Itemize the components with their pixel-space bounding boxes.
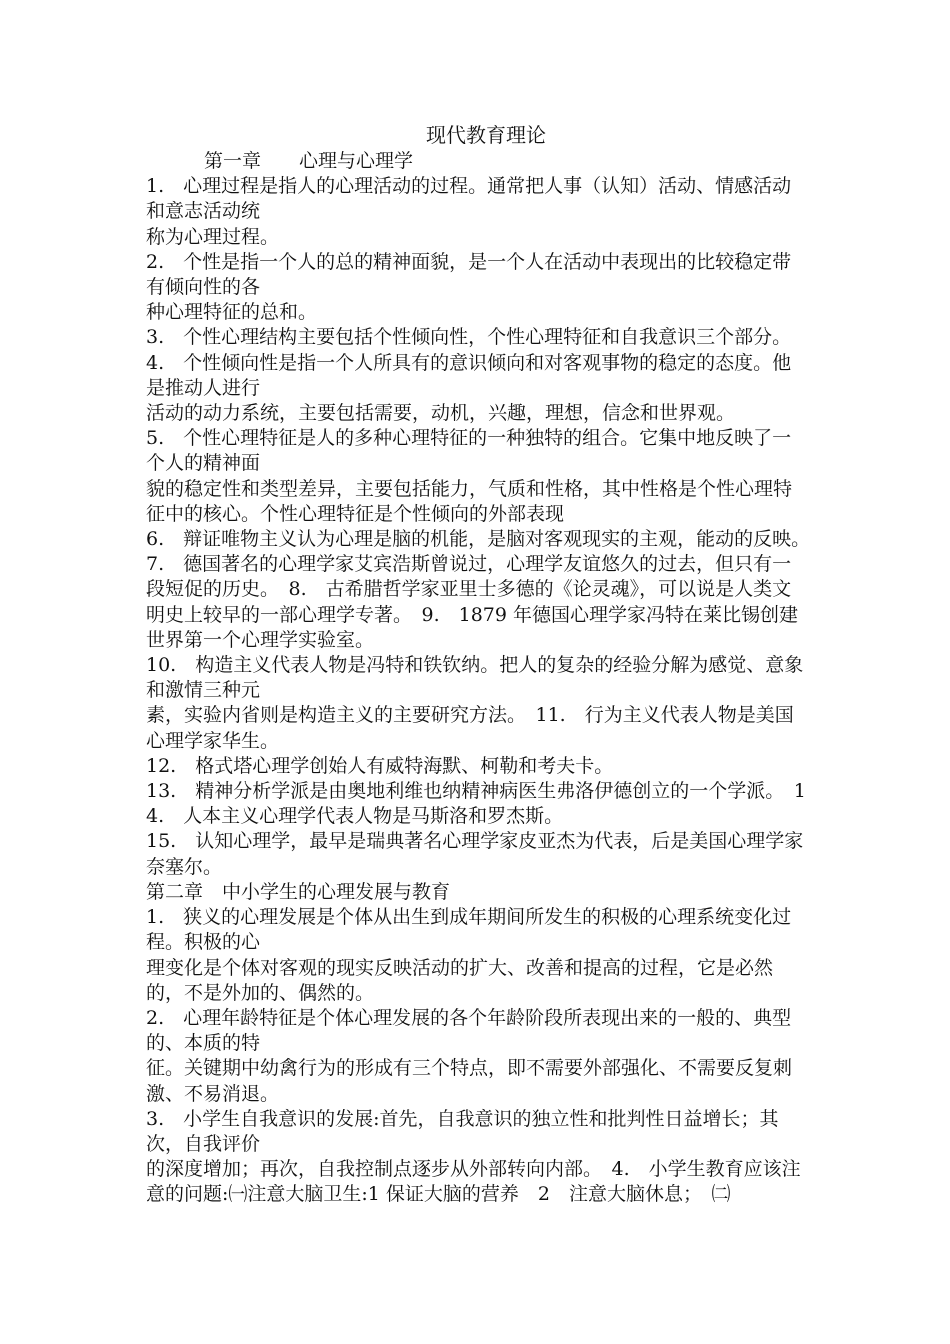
paragraph-1-15: 15. 认知心理学，最早是瑞典著名心理学家皮亚杰为代表，后是美国心理学家奈塞尔。: [146, 830, 804, 878]
paragraph-2-2-cont: 征。关键期中幼禽行为的形成有三个特点，即不需要外部强化、不需要反复刺激、不易消退。: [146, 1057, 793, 1105]
paragraph-1-4-cont: 活动的动力系统，主要包括需要，动机，兴趣，理想，信念和世界观。: [146, 402, 736, 425]
paragraph-1-5-cont: 貌的稳定性和类型差异，主要包括能力，气质和性格，其中性格是个性心理特征中的核心。个性心理特征是个性倾向的外部表现: [146, 477, 793, 525]
paragraph-2-1-cont: 理变化是个体对客观的现实反映活动的扩大、改善和提高的过程，它是必然的，不是外加的、偶然的。: [146, 956, 774, 1004]
paragraph-1-2: 2. 个性是指一个人的总的精神面貌，是一个人在活动中表现出的比较稳定带有倾向性的各: [146, 250, 792, 299]
paragraph-1-1-cont: 称为心理过程。: [146, 225, 280, 248]
chapter-2-heading: 第二章 中小学生的心理发展与教育: [146, 880, 451, 903]
paragraph-2-2: 2. 心理年龄特征是个体心理发展的各个年龄阶段所表现出来的一般的、典型的、本质的特: [146, 1006, 792, 1055]
paragraph-2-3-cont: 的深度增加；再次，自我控制点逐步从外部转向内部。 4. 小学生教育应该注意的问题:㈠注意大脑卫生:1 保证大脑的营养 2 注意大脑休息； ㈡: [146, 1158, 801, 1206]
paragraph-1-6: 6. 辩证唯物主义认为心理是脑的机能，是脑对客观现实的主观，能动的反映。 7. 德国著名的心理学家艾宾浩斯曾说过，心理学友谊悠久的过去，但只有一段短促的历史。 8. 古希腊哲学家亚里士多德的《论灵魂》，可以说是人类文明史上较早的一部心理学专著。 9. 1879 年德国心理学家冯特在莱比锡创建世界第一个心理学实验室。: [146, 528, 820, 651]
paragraph-1-13: 13. 精神分析学派是由奥地利维也纳精神病医生弗洛伊德创立的一个学派。 14. 人本主义心理学代表人物是马斯洛和罗杰斯。: [146, 780, 806, 828]
paragraph-1-12: 12. 格式塔心理学创始人有威特海默、柯勒和考夫卡。: [146, 754, 614, 777]
paragraph-1-10-cont: 素，实验内省则是构造主义的主要研究方法。 11. 行为主义代表人物是美国心理学家华生。: [146, 704, 794, 752]
document-page: [146, 121, 820, 1208]
paragraph-1-3: 3. 个性心理结构主要包括个性倾向性，个性心理特征和自我意识三个部分。 4. 个性倾向性是指一个人所具有的意识倾向和对客观事物的稳定的态度。他是推动人进行: [146, 326, 801, 399]
paragraph-2-1: 1. 狭义的心理发展是个体从出生到成年期间所发生的积极的心理系统变化过程。积极的心: [146, 906, 792, 954]
chapter-1-heading: 第一章 心理与心理学: [204, 150, 414, 172]
paragraph-2-3: 3. 小学生自我意识的发展:首先，自我意识的独立性和批判性日益增长；其次，自我评价: [146, 1107, 779, 1155]
paragraph-1-1: 1. 心理过程是指人的心理活动的过程。通常把人事（认知）活动、情感活动和意志活动统: [146, 175, 792, 223]
document-title: 现代教育理论: [426, 123, 546, 147]
paragraph-1-2-cont: 种心理特征的总和。: [146, 301, 318, 324]
paragraph-1-5: 5. 个性心理特征是人的多种心理特征的一种独特的组合。它集中地反映了一个人的精神面: [146, 427, 792, 475]
paragraph-1-10: 10. 构造主义代表人物是冯特和铁钦纳。把人的复杂的经验分解为感觉、意象和激情三种元: [146, 654, 804, 702]
